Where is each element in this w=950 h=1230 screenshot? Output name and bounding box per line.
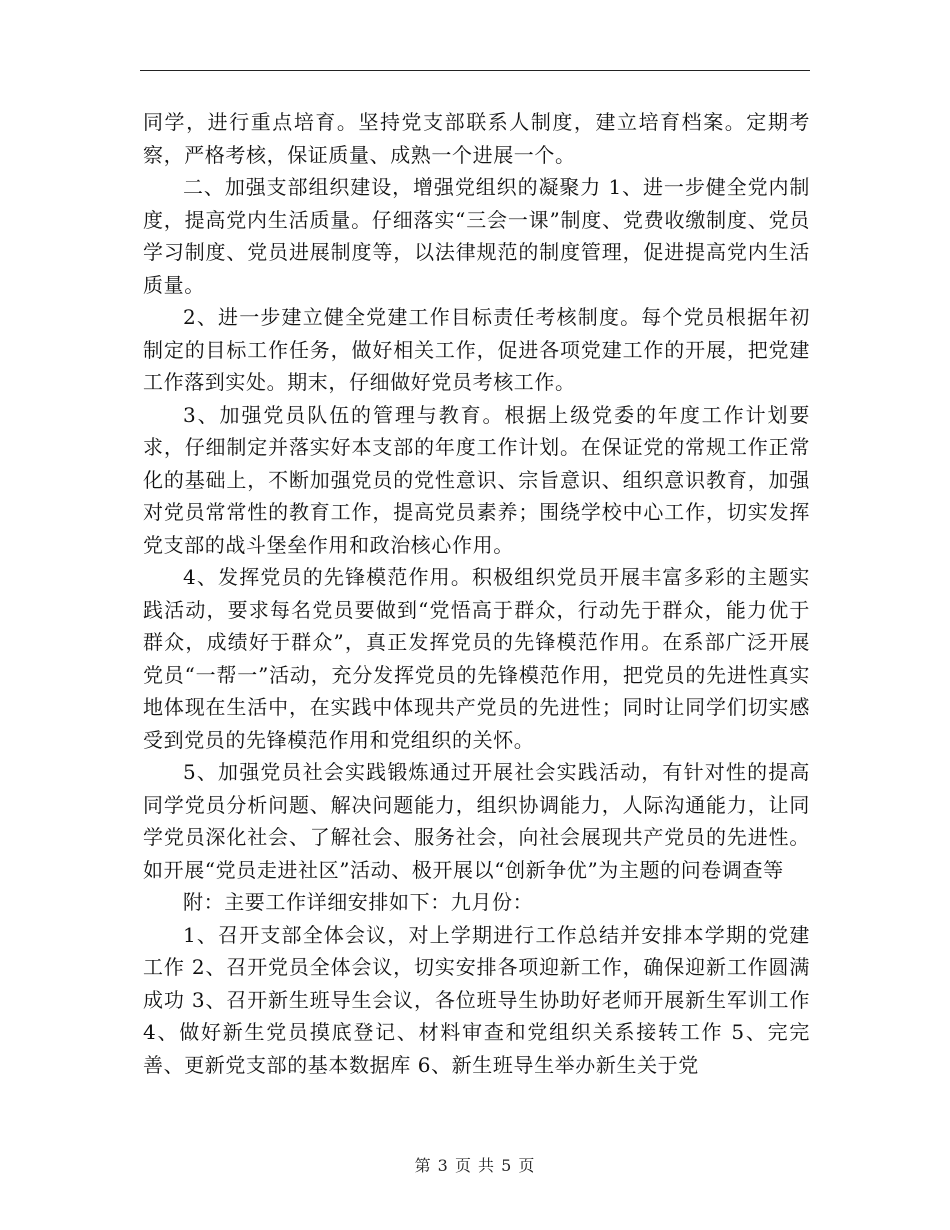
paragraph-3: 2、进一步建立健全党建工作目标责任考核制度。每个党员根据年初制定的目标工作任务，做好相关工作，促进各项党建工作的开展，把党建工作落到实处。期末，仔细做好党员考核工作。 [143, 305, 810, 394]
paragraph-6: 5、加强党员社会实践锻炼通过开展社会实践活动，有针对性的提高同学党员分析问题、解决问题能力，组织协调能力，人际沟通能力，让同学党员深化社会、了解社会、服务社会，向社会展现共产党员的先进性。如开展“党员走进社区”活动、极开展以“创新争优”为主题的问卷调查等 [143, 760, 810, 882]
document-body [143, 106, 810, 1081]
paragraph-5: 4、发挥党员的先锋模范作用。积极组织党员开展丰富多彩的主题实践活动，要求每名党员要做到“党悟高于群众，行动先于群众，能力优于群众，成绩好于群众”，真正发挥党员的先锋模范作用。在系部广泛开展党员“一帮一”活动，充分发挥党员的先锋模范作用，把党员的先进性真实地体现在生活中，在实践中体现共产党员的先进性；同时让同学们切实感受到党员的先锋模范作用和党组织的关怀。 [143, 565, 810, 752]
header-rule [140, 70, 810, 71]
paragraph-4: 3、加强党员队伍的管理与教育。根据上级党委的年度工作计划要求，仔细制定并落实好本支部的年度工作计划。在保证党的常规工作正常化的基础上，不断加强党员的党性意识、宗旨意识、组织意识教育，加强对党员常常性的教育工作，提高党员素养；围绕学校中心工作，切实发挥党支部的战斗堡垒作用和政治核心作用。 [143, 402, 810, 557]
page-number-footer: 第 3 页 共 5 页 [414, 1156, 536, 1175]
paragraph-7: 附：主要工作详细安排如下：九月份： [183, 890, 534, 914]
paragraph-8: 1、召开支部全体会议，对上学期进行工作总结并安排本学期的党建工作 2、召开党员全体会议，切实安排各项迎新工作，确保迎新工作圆满成功 3、召开新生班导生会议，各位班导生协助好老师开展新生军训工作 4、做好新生党员摸底登记、材料审查和党组织关系接转工作 5、完完善、更新党支部的基本数据库 6、新生班导生举办新生关于党 [143, 922, 810, 1077]
paragraph-2: 二、加强支部组织建设，增强党组织的凝聚力 1、进一步健全党内制度，提高党内生活质量。仔细落实“三会一课”制度、党费收缴制度、党员学习制度、党员进展制度等，以法律规范的制度管理，促进提高党内生活质量。 [143, 175, 810, 297]
paragraph-1: 同学，进行重点培育。坚持党支部联系人制度，建立培育档案。定期考察，严格考核，保证质量、成熟一个进展一个。 [143, 110, 810, 167]
